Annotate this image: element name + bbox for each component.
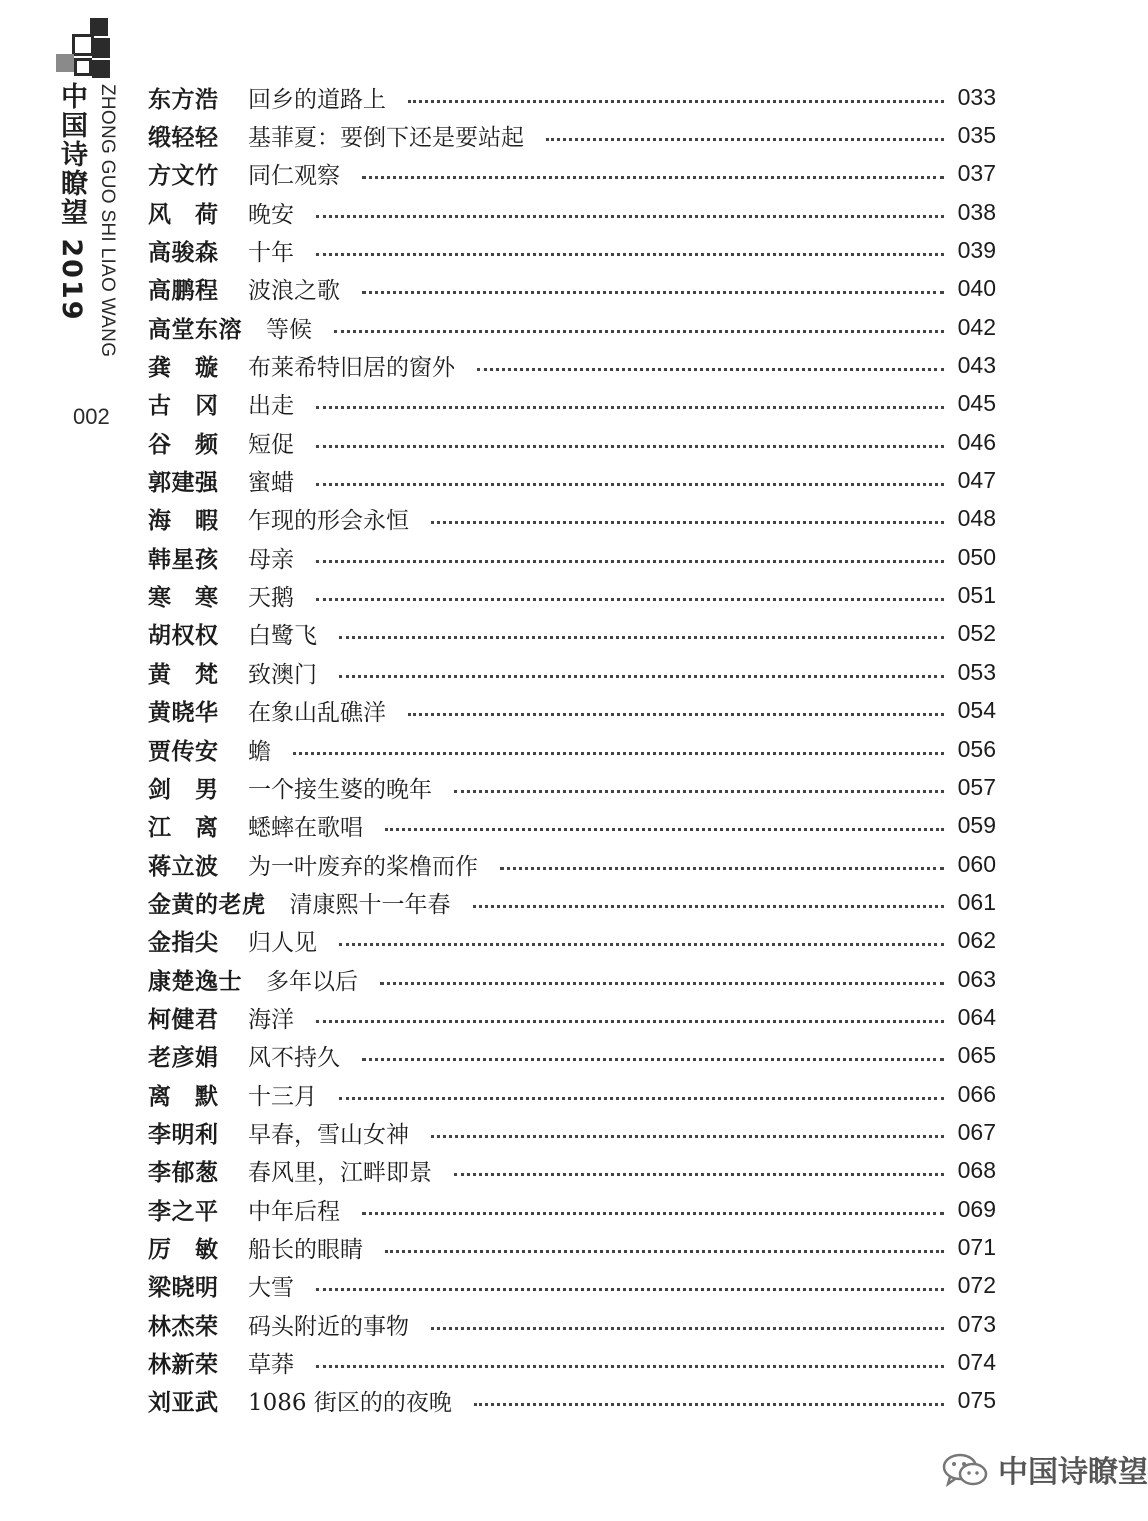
toc-entry xyxy=(148,500,996,538)
toc-dot-leader xyxy=(362,291,944,294)
toc-page-number: 073 xyxy=(957,1310,996,1337)
toc-author: 剑 男 xyxy=(148,776,219,803)
toc-dot-leader xyxy=(339,636,944,639)
toc-page-number: 033 xyxy=(957,83,996,110)
toc-entry xyxy=(148,1152,996,1190)
toc-entry xyxy=(148,538,996,576)
toc-author: 李郁葱 xyxy=(148,1160,219,1187)
toc-page-number: 046 xyxy=(957,428,996,455)
toc-page-number: 047 xyxy=(957,467,996,494)
toc-title: 多年以后 xyxy=(266,968,358,995)
spine-title-pinyin: ZHONG GUO SHI LIAO WANG xyxy=(97,84,118,358)
toc-dot-leader xyxy=(316,1365,944,1368)
toc-page-number: 039 xyxy=(957,237,996,264)
toc-dot-leader xyxy=(316,445,944,448)
toc-entry xyxy=(148,807,996,845)
toc-entry xyxy=(148,1305,996,1343)
toc-title: 海洋 xyxy=(248,1006,294,1033)
toc-dot-leader xyxy=(431,521,944,524)
toc-entry xyxy=(148,768,996,806)
toc-dot-leader xyxy=(316,1288,944,1291)
toc-dot-leader xyxy=(473,905,945,908)
toc-title: 白鹭飞 xyxy=(248,623,317,650)
toc-entry xyxy=(148,1113,996,1151)
toc-page-number: 066 xyxy=(957,1080,996,1107)
toc-title: 一个接生婆的晚年 xyxy=(248,776,432,803)
toc-title: 短促 xyxy=(248,431,294,458)
toc-dot-leader xyxy=(500,867,944,870)
toc-title: 蟾 xyxy=(248,738,271,765)
toc-author: 风 荷 xyxy=(148,201,219,228)
toc-page-number: 064 xyxy=(957,1003,996,1030)
toc-title: 1086 街区的的夜晚 xyxy=(248,1390,452,1417)
toc-page-number: 069 xyxy=(957,1195,996,1222)
toc-page-number: 042 xyxy=(957,313,996,340)
toc-title: 布莱希特旧居的窗外 xyxy=(248,355,455,382)
toc-dot-leader xyxy=(385,1250,944,1253)
toc-author: 缎轻轻 xyxy=(148,125,219,152)
toc-author: 厉 敏 xyxy=(148,1236,219,1263)
toc-entry xyxy=(148,193,996,231)
toc-entry xyxy=(148,845,996,883)
toc-page-number: 057 xyxy=(957,773,996,800)
toc-title: 波浪之歌 xyxy=(248,278,340,305)
toc-dot-leader xyxy=(408,100,944,103)
toc-author: 江 离 xyxy=(148,815,219,842)
toc-title: 船长的眼睛 xyxy=(248,1236,363,1263)
toc-dot-leader xyxy=(316,215,944,218)
toc-dot-leader xyxy=(546,138,944,141)
toc-entry xyxy=(148,1075,996,1113)
toc-dot-leader xyxy=(385,828,944,831)
toc-entry xyxy=(148,78,996,116)
toc-title: 归人见 xyxy=(248,930,317,957)
toc-author: 龚 璇 xyxy=(148,355,219,382)
toc-entry xyxy=(148,960,996,998)
toc-dot-leader xyxy=(334,330,944,333)
toc-author: 贾传安 xyxy=(148,738,219,765)
toc-title: 母亲 xyxy=(248,546,294,573)
logo-block xyxy=(56,54,74,72)
toc-author: 黄 梵 xyxy=(148,661,219,688)
toc-entry xyxy=(148,116,996,154)
toc-author: 梁晓明 xyxy=(148,1275,219,1302)
toc-title: 清康熙十一年春 xyxy=(289,891,451,918)
toc-entry xyxy=(148,1343,996,1381)
toc-author: 柯健君 xyxy=(148,1006,219,1033)
toc-title: 回乡的道路上 xyxy=(248,86,386,113)
toc-page-number: 075 xyxy=(957,1387,996,1414)
toc-author: 东方浩 xyxy=(148,86,219,113)
toc-author: 蒋立波 xyxy=(148,853,219,880)
toc-author: 高堂东溶 xyxy=(148,316,242,343)
toc-dot-leader xyxy=(316,483,944,486)
toc-author: 韩星孩 xyxy=(148,546,219,573)
toc-author: 林杰荣 xyxy=(148,1313,219,1340)
toc-dot-leader xyxy=(339,943,944,946)
toc-title: 中年后程 xyxy=(248,1198,340,1225)
toc-page-number: 061 xyxy=(957,888,996,915)
toc-title: 十年 xyxy=(248,240,294,267)
toc-title: 十三月 xyxy=(248,1083,317,1110)
toc-page-number: 053 xyxy=(957,658,996,685)
toc-entry xyxy=(148,1267,996,1305)
toc-entry xyxy=(148,461,996,499)
toc-page-number: 065 xyxy=(957,1042,996,1069)
toc-title: 天鹅 xyxy=(248,585,294,612)
toc-page-number: 072 xyxy=(957,1272,996,1299)
toc-author: 寒 寒 xyxy=(148,585,219,612)
toc-dot-leader xyxy=(454,790,944,793)
toc-title: 晚安 xyxy=(248,201,294,228)
wechat-watermark xyxy=(940,1446,1148,1492)
toc-entry xyxy=(148,922,996,960)
logo-block xyxy=(74,58,92,76)
toc-author: 黄晓华 xyxy=(148,700,219,727)
toc-dot-leader xyxy=(316,560,944,563)
toc-page-number: 037 xyxy=(957,160,996,187)
toc-author: 金指尖 xyxy=(148,930,219,957)
toc-author: 海 暇 xyxy=(148,508,219,535)
toc-author: 离 默 xyxy=(148,1083,219,1110)
toc-author: 高鹏程 xyxy=(148,278,219,305)
table-of-contents xyxy=(148,78,996,1420)
toc-entry xyxy=(148,883,996,921)
toc-entry xyxy=(148,155,996,193)
toc-title: 等候 xyxy=(266,316,312,343)
toc-author: 方文竹 xyxy=(148,163,219,190)
toc-page-number: 060 xyxy=(957,850,996,877)
toc-title: 同仁观察 xyxy=(248,163,340,190)
toc-page-number: 043 xyxy=(957,352,996,379)
toc-title: 蟋蟀在歌唱 xyxy=(248,815,363,842)
toc-page-number: 040 xyxy=(957,275,996,302)
toc-author: 林新荣 xyxy=(148,1352,219,1379)
toc-dot-leader xyxy=(454,1173,944,1176)
toc-dot-leader xyxy=(362,1058,944,1061)
wechat-icon xyxy=(940,1449,992,1489)
toc-entry xyxy=(148,1190,996,1228)
toc-title: 草莽 xyxy=(248,1352,294,1379)
toc-page-number: 052 xyxy=(957,620,996,647)
toc-page-number: 067 xyxy=(957,1118,996,1145)
toc-dot-leader xyxy=(431,1327,944,1330)
toc-author: 金黄的老虎 xyxy=(148,891,266,918)
toc-dot-leader xyxy=(316,406,944,409)
page-number: 002 xyxy=(73,404,110,429)
toc-title: 春风里，江畔即景 xyxy=(248,1160,432,1187)
toc-dot-leader xyxy=(431,1135,944,1138)
watermark-text: 中国诗瞭望 xyxy=(998,1455,1148,1490)
toc-entry xyxy=(148,308,996,346)
toc-page-number: 063 xyxy=(957,965,996,992)
toc-page-number: 054 xyxy=(957,697,996,724)
toc-dot-leader xyxy=(316,253,944,256)
toc-page-number: 045 xyxy=(957,390,996,417)
toc-entry xyxy=(148,385,996,423)
toc-title: 乍现的形会永恒 xyxy=(248,508,409,535)
toc-dot-leader xyxy=(362,1212,944,1215)
toc-page-number: 071 xyxy=(957,1233,996,1260)
toc-entry xyxy=(148,692,996,730)
toc-dot-leader xyxy=(362,176,944,179)
toc-title: 为一叶废弃的桨橹而作 xyxy=(248,853,478,880)
toc-entry xyxy=(148,730,996,768)
toc-dot-leader xyxy=(408,713,944,716)
toc-author: 李明利 xyxy=(148,1121,219,1148)
toc-title: 致澳门 xyxy=(248,661,317,688)
toc-author: 李之平 xyxy=(148,1198,219,1225)
toc-page-number: 035 xyxy=(957,122,996,149)
toc-entry xyxy=(148,998,996,1036)
toc-dot-leader xyxy=(477,368,944,371)
toc-page-number: 051 xyxy=(957,582,996,609)
toc-page-number: 050 xyxy=(957,543,996,570)
toc-dot-leader xyxy=(380,982,944,985)
toc-entry xyxy=(148,615,996,653)
toc-page-number: 048 xyxy=(957,505,996,532)
toc-title: 蜜蜡 xyxy=(248,470,294,497)
toc-author: 康楚逸士 xyxy=(148,968,242,995)
toc-title: 出走 xyxy=(248,393,294,420)
toc-dot-leader xyxy=(293,752,944,755)
toc-page-number: 074 xyxy=(957,1349,996,1376)
toc-author: 老彦娟 xyxy=(148,1045,219,1072)
toc-author: 高骏森 xyxy=(148,240,219,267)
toc-dot-leader xyxy=(316,598,944,601)
toc-entry xyxy=(148,653,996,691)
spine-title-chinese: 中国诗瞭望 2019 xyxy=(56,82,87,322)
toc-entry xyxy=(148,346,996,384)
toc-dot-leader xyxy=(339,1097,944,1100)
toc-author: 古 冈 xyxy=(148,393,219,420)
toc-dot-leader xyxy=(474,1403,944,1406)
toc-dot-leader xyxy=(316,1020,944,1023)
toc-entry xyxy=(148,231,996,269)
toc-page-number: 059 xyxy=(957,812,996,839)
toc-author: 郭建强 xyxy=(148,470,219,497)
toc-entry xyxy=(148,1382,996,1420)
logo-block xyxy=(72,34,94,56)
logo-block xyxy=(92,38,110,58)
toc-title: 基菲夏：要倒下还是要站起 xyxy=(248,125,524,152)
toc-page-number: 062 xyxy=(957,927,996,954)
toc-entry xyxy=(148,423,996,461)
toc-page-number: 038 xyxy=(957,198,996,225)
toc-title: 大雪 xyxy=(248,1275,294,1302)
toc-title: 码头附近的事物 xyxy=(248,1313,409,1340)
toc-title: 在象山乱礁洋 xyxy=(248,700,386,727)
toc-title: 早春，雪山女神 xyxy=(248,1121,409,1148)
toc-title: 风不持久 xyxy=(248,1045,340,1072)
toc-author: 谷 频 xyxy=(148,431,219,458)
toc-page-number: 056 xyxy=(957,735,996,762)
toc-entry xyxy=(148,270,996,308)
toc-page-number: 068 xyxy=(957,1157,996,1184)
toc-dot-leader xyxy=(339,675,944,678)
toc-author: 刘亚武 xyxy=(148,1390,219,1417)
logo xyxy=(52,18,112,80)
toc-entry xyxy=(148,1228,996,1266)
toc-entry xyxy=(148,576,996,614)
logo-block xyxy=(92,60,110,78)
toc-author: 胡权权 xyxy=(148,623,219,650)
toc-entry xyxy=(148,1037,996,1075)
